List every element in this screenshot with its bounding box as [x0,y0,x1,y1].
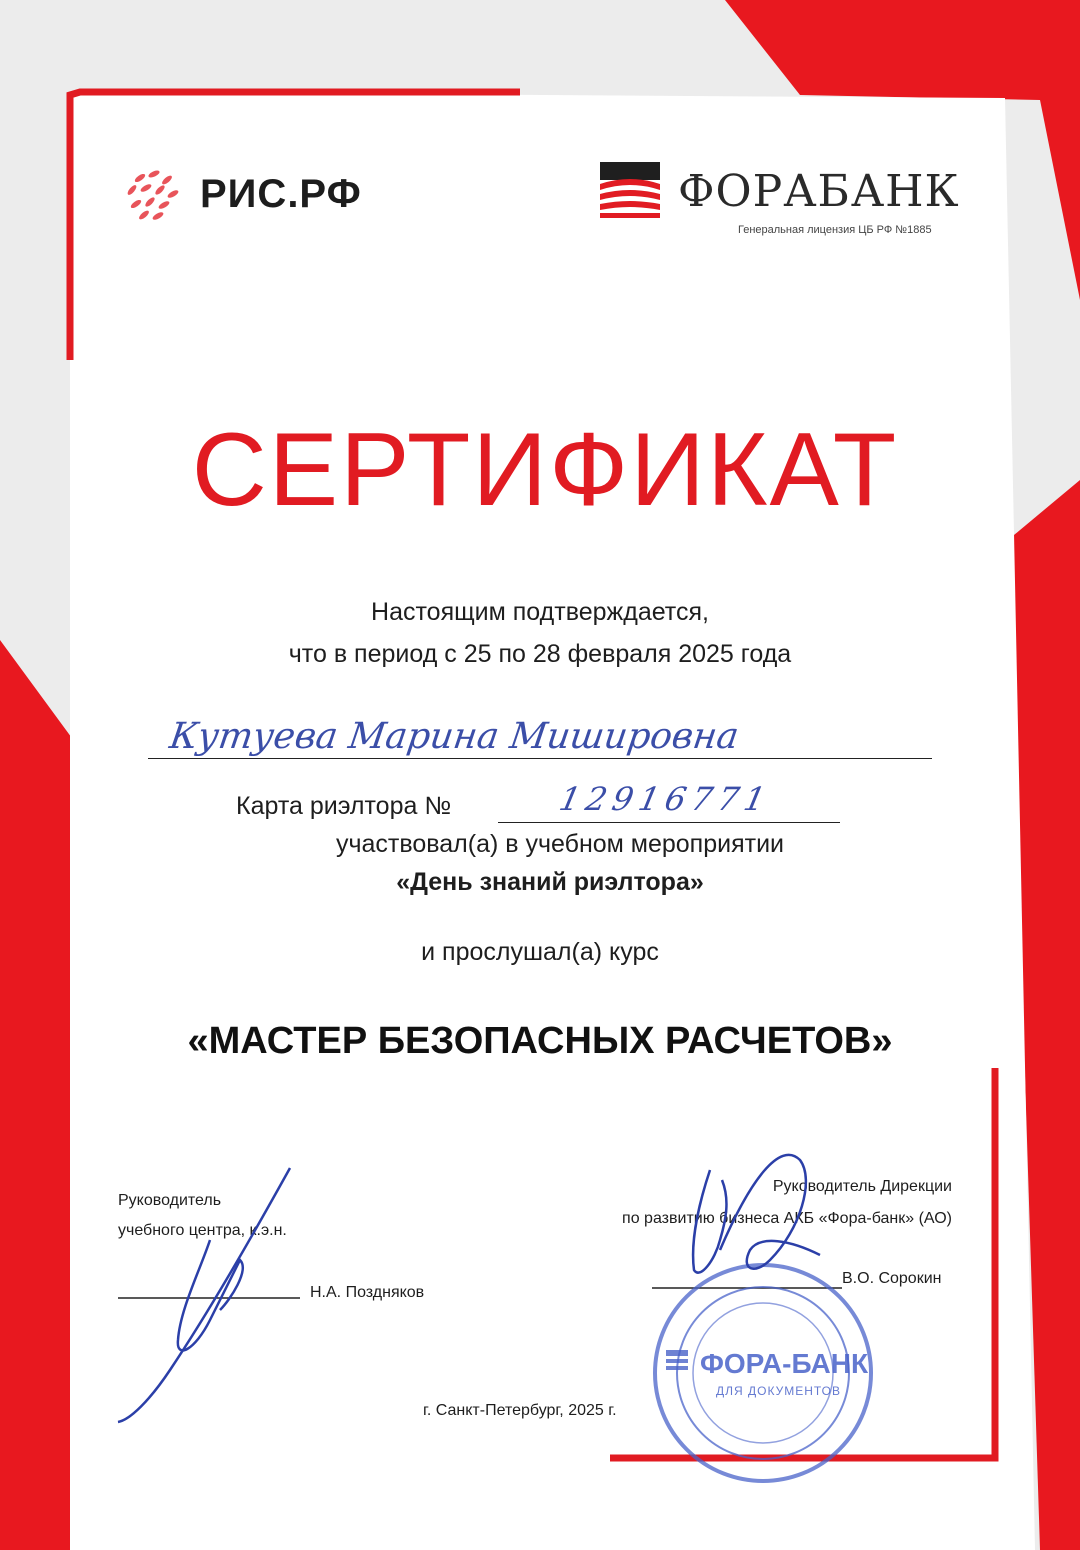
card-number: 12916771 [555,780,775,818]
body-line-2: и прослушал(а) курс [421,938,659,966]
certificate-title: СЕРТИФИКАТ [191,412,899,528]
intro-line-1: Настоящим подтверждается, [371,598,709,626]
fora-bank-emblem-icon [600,162,660,220]
intro-line-2: что в период с 25 по 28 февраля 2025 года [288,640,792,668]
left-signer-role-1: Руководитель [118,1192,222,1209]
ris-logo-text: РИС.РФ [200,171,362,216]
right-signer-role-2: по развитию бизнеса АКБ «Фора-банк» (АО) [622,1210,952,1227]
left-signer-name: Н.А. Поздняков [310,1284,425,1301]
course-name: «МАСТЕР БЕЗОПАСНЫХ РАСЧЕТОВ» [187,1020,893,1062]
ris-logo [120,162,362,226]
stamp-subtitle: ДЛЯ ДОКУМЕНТОВ [716,1384,842,1398]
stamp-name: ФОРА-БАНК [700,1348,869,1379]
place-date: г. Санкт-Петербург, 2025 г. [423,1402,617,1419]
event-name: «День знаний риэлтора» [396,868,704,896]
right-signature-scribble [660,1140,840,1290]
card-label: Карта риэлтора № [236,792,452,820]
left-signature-scribble [100,1160,320,1430]
body-line-1: участвовал(а) в учебном мероприятии [335,830,785,858]
fora-logo [600,162,980,242]
right-signer-name: В.О. Сорокин [842,1270,942,1287]
ris-grain-icon [120,162,184,226]
participant-name: Кутуева Марина Мишировна [167,716,742,757]
fora-logo-text: ФОРАБАНК [678,166,960,217]
fora-license-text: Генеральная лицензия ЦБ РФ №1885 [738,224,932,236]
left-signer-role-2: учебного центра, к.э.н. [118,1222,287,1239]
right-signer-role-1: Руководитель Дирекции [772,1178,952,1195]
